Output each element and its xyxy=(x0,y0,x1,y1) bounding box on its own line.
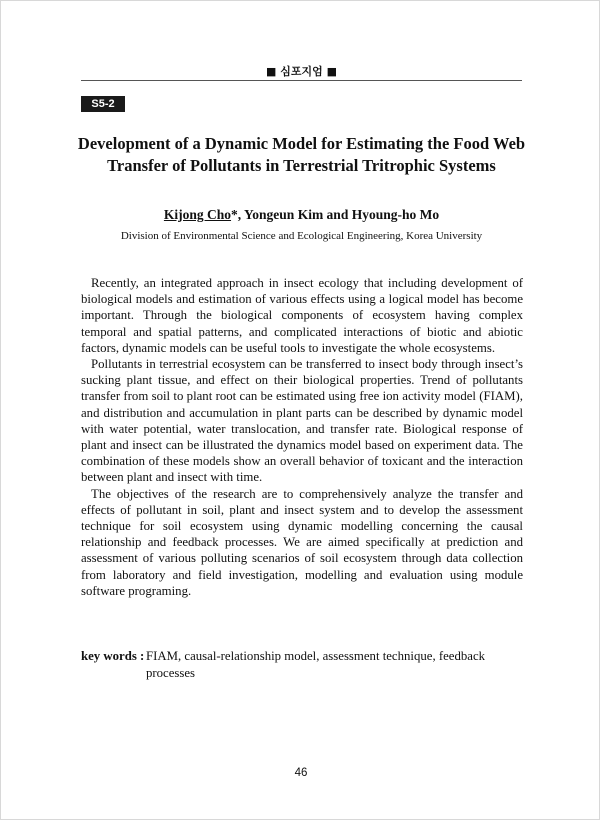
abstract-paragraph: Recently, an integrated approach in insect ecology that including development of biological models and estimation of various effects using a logical model has become important. Through the biological components of ecosystem having complex temporal and spatial patterns, and complicated interactions of biotic and abiotic factors, dynamic models can be useful tools to investigate the whole ecosystems. xyxy=(81,276,523,355)
author-line xyxy=(81,207,522,223)
keywords-list: FIAM, causal-relationship model, assessment technique, feedback processes xyxy=(146,649,486,680)
page-number: 46 xyxy=(294,767,308,779)
keywords-label: key words : xyxy=(81,649,145,663)
session-badge: S5-2 xyxy=(81,96,125,112)
section-header: ■ 심포지엄 ■ xyxy=(266,65,337,78)
abstract-body xyxy=(81,275,523,599)
affiliation: Division of Environmental Science and Ecological Engineering, Korea University xyxy=(120,230,483,242)
paper-title: Development of a Dynamic Model for Estimating the Food Web Transfer of Pollutants in Terrestrial Tritrophic Systems xyxy=(77,134,526,175)
abstract-paragraph: The objectives of the research are to comprehensively analyze the transfer and effects of pollutant in soil, plant and insect system and to develop the assessment technique for soil ecosystem using dynamic modelling concerning the causal relationship and feedback processes. We are aimed specifically at prediction and assessment of various polluting scenarios of soil ecosystem through data collection from laboratory and field investigation, modelling and evaluation using module software programing. xyxy=(81,486,523,598)
abstract-paragraph: Pollutants in terrestrial ecosystem can be transferred to insect body through insect’s sucking plant tissue, and effect on their biological properties. Trend of pollutants transfer from soil to plant root can be estimated using free ion activity model (FIAM), and distribution and accumulation in plant parts can be described by dynamic model with water potential, water translocation, and transfer rate. Biological response of plant and insect can be illustrated the dynamics model based on experiment data. The combination of these models show an overall behavior of toxicant and the interaction between plant and insect with time. xyxy=(81,357,523,485)
presenting-author: Kijong Cho xyxy=(163,207,232,222)
header-divider xyxy=(81,80,522,81)
co-authors: *, Yongeun Kim and Hyoung-ho Mo xyxy=(231,207,440,222)
